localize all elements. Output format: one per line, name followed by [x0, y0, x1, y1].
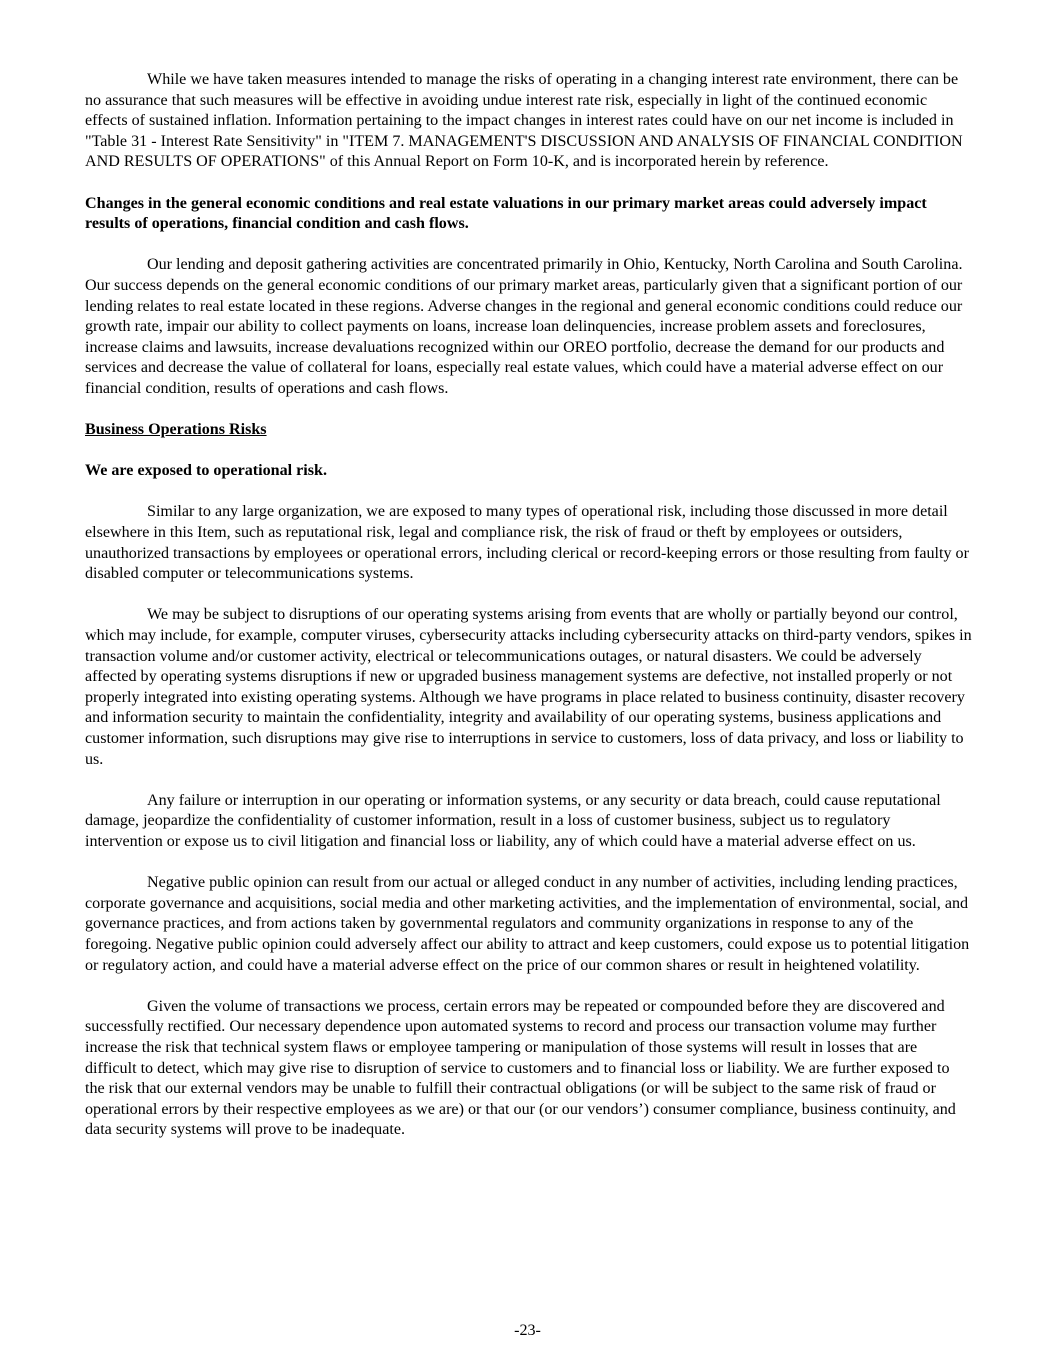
paragraph-public-opinion: Negative public opinion can result from our actual or alleged conduct in any number of activities, including lending practices, corporate governance and acquisitions, social media and other marketing activities, and the implementation of environmental, social, and governance practices, and from actions taken by governmental regulators and community organizations in response to any of the foregoing. Negative public opinion could adversely affect our ability to attract and keep customers, could expose us to potential litigation or regulatory action, and could have a material adverse effect on the price of our common shares or result in heightened volatility.	[85, 874, 970, 974]
paragraph-transaction-errors: Given the volume of transactions we process, certain errors may be repeated or compounded before they are discovered and successfully rectified. Our necessary dependence upon automated systems to record and process our transaction volume may further increase the risk that technical system flaws or employee tampering or manipulation of those systems will result in losses that are difficult to detect, which may give rise to disruption of service to customers and to financial loss or liability. We are further exposed to the risk that our external vendors may be unable to fulfill their contractual obligations (or will be subject to the same risk of fraud or operational errors by their respective employees as we are) or that our (or our vendors’) consumer compliance, business continuity, and data security systems will prove to be inadequate.	[85, 997, 956, 1139]
paragraph-market-areas: Our lending and deposit gathering activities are concentrated primarily in Ohio, Kentucky, North Carolina and South Carolina. Our success depends on the general economic conditions of our primary market areas, particularly given that a significant portion of our lending relates to real estate located in these regions. Adverse changes in the regional and general economic conditions could reduce our growth rate, impair our ability to collect payments on loans, increase loan delinquencies, increase problem assets and foreclosures, increase claims and lawsuits, increase devaluations recognized within our OREO portfolio, decrease the demand for our products and services and decrease the value of collateral for loans, especially real estate values, which could have a material adverse effect on our financial condition, results of operations and cash flows.	[85, 256, 963, 397]
paragraph-security-breach: Any failure or interruption in our operating or information systems, or any security or data breach, could cause reputational damage, jeopardize the confidentiality of customer information, result in a loss of customer business, subject us to regulatory intervention or expose us to civil litigation and financial loss or liability, any of which could have a material adverse effect on us.	[85, 791, 941, 850]
document-page	[85, 70, 972, 1161]
paragraph-system-disruptions: We may be subject to disruptions of our operating systems arising from events that are wholly or partially beyond our control, which may include, for example, computer viruses, cybersecurity attacks including cybersecurity attacks on third-party vendors, spikes in transaction volume and/or customer activity, electrical or telecommunications outages, or natural disasters. We could be adversely affected by operating systems disruptions if new or upgraded business management systems are defective, not installed properly or not properly integrated into existing operating systems. Although we have programs in place related to business continuity, disaster recovery and information security to maintain the confidentiality, integrity and availability of our operating systems, business applications and customer information, such disruptions may give rise to interruptions in service to customers, loss of data privacy, and loss or liability to us.	[85, 606, 972, 768]
paragraph-interest-rate-risk: While we have taken measures intended to manage the risks of operating in a changing interest rate environment, there can be no assurance that such measures will be effective in avoiding undue interest rate risk, especially in light of the continued economic effects of sustained inflation. Information pertaining to the impact changes in interest rates could have on our net income is included in "Table 31 - Interest Rate Sensitivity" in "ITEM 7. MANAGEMENT'S DISCUSSION AND ANALYSIS OF FINANCIAL CONDITION AND RESULTS OF OPERATIONS" of this Annual Report on Form 10-K, and is incorporated herein by reference.	[85, 71, 963, 171]
page-number: -23-	[514, 1322, 541, 1339]
section-title-business-operations-risks: Business Operations Risks	[85, 421, 267, 439]
heading-operational-risk: We are exposed to operational risk.	[85, 462, 327, 480]
heading-economic-conditions: Changes in the general economic conditions and real estate valuations in our primary market areas could adversely impact results of operations, financial condition and cash flows.	[85, 194, 927, 233]
paragraph-operational-risk-types: Similar to any large organization, we are exposed to many types of operational risk, including those discussed in more detail elsewhere in this Item, such as reputational risk, legal and compliance risk, the risk of fraud or theft by employees or outsiders, unauthorized transactions by employees or operational errors, including clerical or record-keeping errors or those resulting from faulty or disabled computer or telecommunications systems.	[85, 503, 969, 583]
